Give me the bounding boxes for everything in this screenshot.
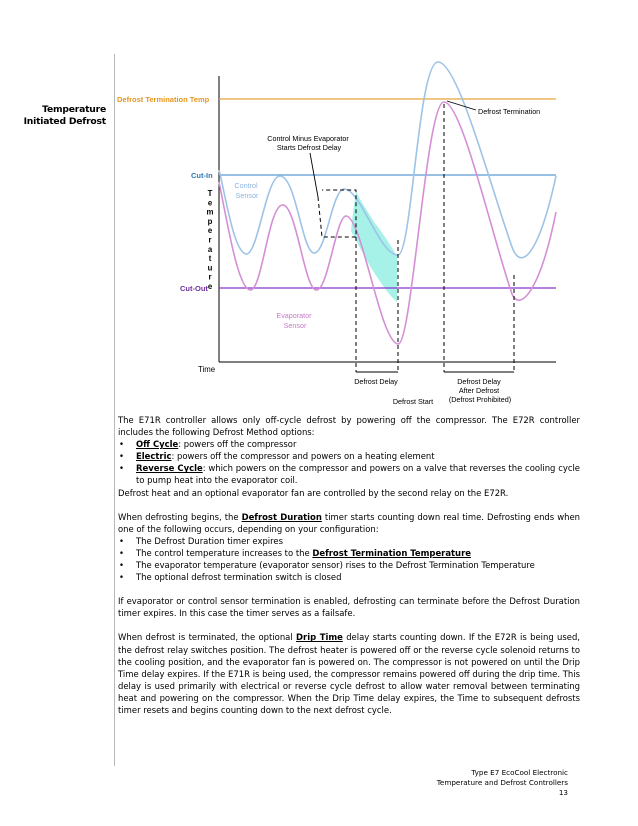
list-item: • The evaporator temperature (evaporator sensor) rises to the Defrost Termination Temperature [118,559,580,571]
method-term: Electric [136,451,172,462]
defrost-termination-label: Defrost Termination [478,107,541,116]
defrost-end-list [118,535,580,583]
list-item: • Off Cycle: powers off the compressor [118,438,580,450]
temperature-axis-letter: T [207,189,213,198]
list-item: • The control temperature increases to the Defrost Termination Temperature [118,547,580,559]
paragraph-defrost-duration: When defrosting begins, the Defrost Duration timer starts counting down real time. Defrosting ends when one of the following occurs, depending on your configuration: [118,511,580,534]
method-term: Reverse Cycle [136,463,203,474]
control-sensor-label: Control Sensor [234,181,259,200]
list-item: • The optional defrost termination switch is closed [118,571,580,583]
footer-line-1: Type E7 EcoCool Electronic [471,768,568,777]
temperature-axis-letter: a [207,244,213,254]
paragraph-defrost-methods: The E71R controller allows only off-cycle defrost by powering off the compressor. The E72R controller includes the following Defrost Method options: [118,415,580,438]
evaporator-sensor-label: Evaporator Sensor [276,311,312,330]
paragraph-drip-time: When defrost is terminated, the optional Drip Time delay starts counting down. If the E72R is being used, the defrost relay switches position. The defrost heater is powered off or the reverse cycle solenoid returns to the cooling position, and the evaporator fan is powered on. The compressor is not powered on until the Drip Time delay expires. If the E71R is being used, the compressor remains powered off during the drip time. This delay is used primarily with electrical or reverse cycle defrost to allow water removal between terminating heat and powering on the compressor. When the Drip Time delay expires, the Time to subsequent defrosts timer resets and begins counting down to the next defrost cycle. [118,632,580,715]
paragraph-failsafe: If evaporator or control sensor termination is enabled, defrosting can terminate before the Defrost Duration timer expires. In this case the timer serves as a failsafe. [118,596,580,619]
defrost-delay-label: Defrost Delay [354,377,398,386]
page-number: 13 [558,788,568,797]
cut-in-label: Cut-In [191,171,213,180]
side-title-line-2: Initiated Defrost [23,116,106,127]
page-footer [380,768,568,798]
side-title-line-1: Temperature [42,104,106,115]
defrost-start-label: Defrost Start [392,397,434,406]
control-minus-evap-label: Control Minus Evaporator Starts Defrost Delay [267,134,349,152]
paragraph-relay: Defrost heat and an optional evaporator fan are controlled by the second relay on the E72R. [118,487,509,498]
dashed-markers [318,104,514,372]
temperature-axis-letter: t [208,254,212,264]
defrost-timing-diagram [0,0,638,410]
method-term: Off Cycle [136,439,179,450]
list-item: • Reverse Cycle: which powers on the compressor and powers on a valve that reverses the cooling cycle to pump heat into the evaporator coil. [118,462,580,486]
temperature-axis-letter: r [208,272,212,282]
body-text [118,414,580,716]
temperature-axis-letter: p [207,216,213,226]
defrost-delay-after-label: Defrost Delay After Defrost (Defrost Prohibited) [448,377,512,404]
temperature-axis-letter: e [207,226,213,236]
termination-temp-label: Defrost Termination Temp [117,95,210,104]
time-label: Time [198,365,216,374]
list-item: • The Defrost Duration timer expires [118,535,580,547]
cut-out-label: Cut-Out [180,284,208,293]
temperature-axis-letter: u [207,263,213,273]
defrost-delay-fill [351,192,397,302]
defrost-method-list [118,438,580,486]
temperature-axis-letter: e [207,282,213,291]
list-item: • Electric: powers off the compressor and powers on a heating element [118,450,580,462]
temperature-axis-letter: e [207,198,213,208]
footer-line-2: Temperature and Defrost Controllers [436,778,568,787]
temperature-axis-label [207,189,214,291]
temperature-axis-letter: r [208,235,212,245]
temperature-axis-letter: m [206,207,214,217]
